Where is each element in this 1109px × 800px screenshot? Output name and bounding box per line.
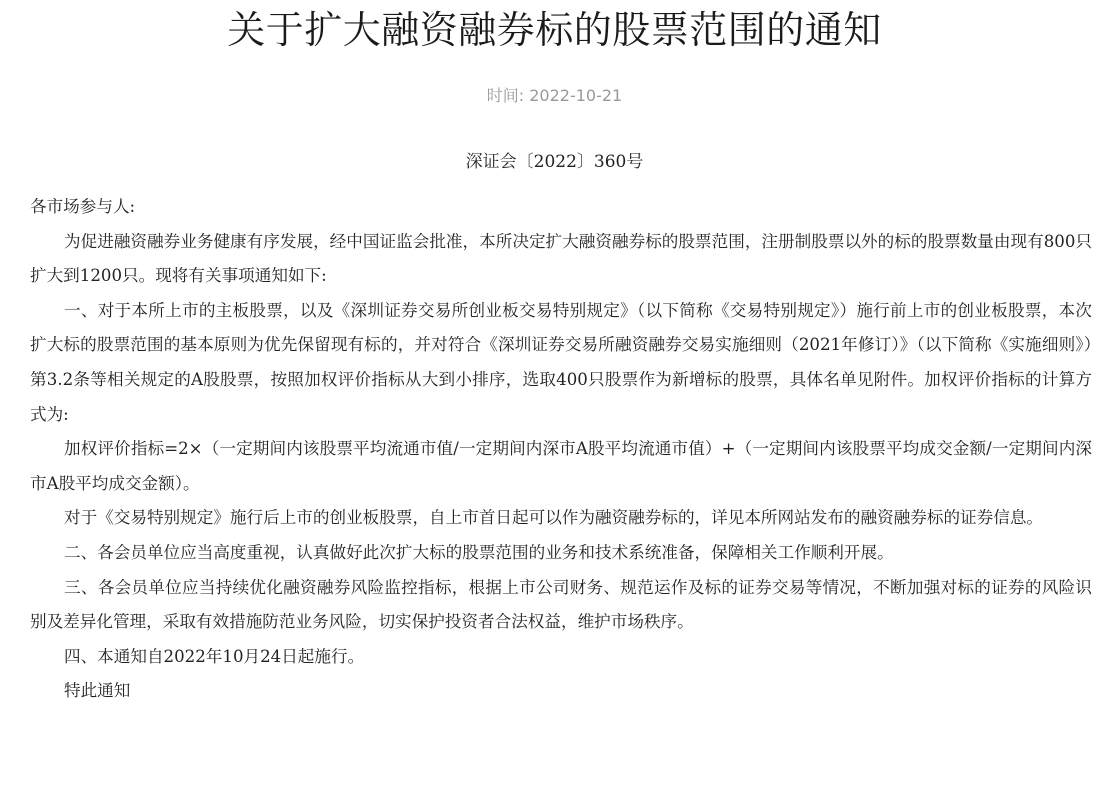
publish-date: 2022-10-21	[529, 86, 623, 105]
paragraph-item-4: 四、本通知自2022年10月24日起施行。	[64, 646, 365, 666]
salutation: 各市场参与人:	[30, 197, 136, 216]
paragraph-intro: 为促进融资融券业务健康有序发展，经中国证监会批准，本所决定扩大融资融券标的股票范围，注册制股票以外的标的股票数量由现有800只扩大到1200只。现将有关事项通知如下:	[30, 231, 1092, 286]
closing-line: 特此通知	[64, 681, 131, 701]
paragraph-item-3: 三、各会员单位应当持续优化融资融券风险监控指标，根据上市公司财务、规范运作及标的证券交易等情况，不断加强对标的证券的风险识别及差异化管理，采取有效措施防范业务风险，切实保护投资者合法权益，维护市场秩序。	[30, 577, 1092, 632]
notice-body	[30, 190, 1092, 709]
paragraph-item-2: 二、各会员单位应当高度重视，认真做好此次扩大标的股票范围的业务和技术系统准备，保障相关工作顺利开展。	[64, 542, 894, 562]
publish-time	[0, 84, 1109, 108]
paragraph-formula: 加权评价指标=2×（一定期间内该股票平均流通市值/一定期间内深市A股平均流通市值）+（一定期间内该股票平均成交金额/一定期间内深市A股平均成交金额）。	[30, 439, 1092, 493]
document-number: 深证会〔2022〕360号	[465, 152, 644, 172]
notice-title: 关于扩大融资融券标的股票范围的通知	[227, 8, 882, 52]
paragraph-chinext: 对于《交易特别规定》施行后上市的创业板股票，自上市首日起可以作为融资融券标的，详见本所网站发布的融资融券标的证券信息。	[64, 508, 1044, 528]
publish-time-label: 时间:	[486, 86, 525, 105]
paragraph-item-1: 一、对于本所上市的主板股票，以及《深圳证券交易所创业板交易特别规定》（以下简称《交易特别规定》）施行前上市的创业板股票，本次扩大标的股票范围的基本原则为优先保留现有标的，并对符合《深圳证券交易所融资融券交易实施细则（2021年修订）》（以下简称《实施细则》）第3.2条等相关规定的A股股票，按照加权评价指标从大到小排序，选取400只股票作为新增标的股票，具体名单见附件。加权评价指标的计算方式为:	[30, 300, 1092, 424]
